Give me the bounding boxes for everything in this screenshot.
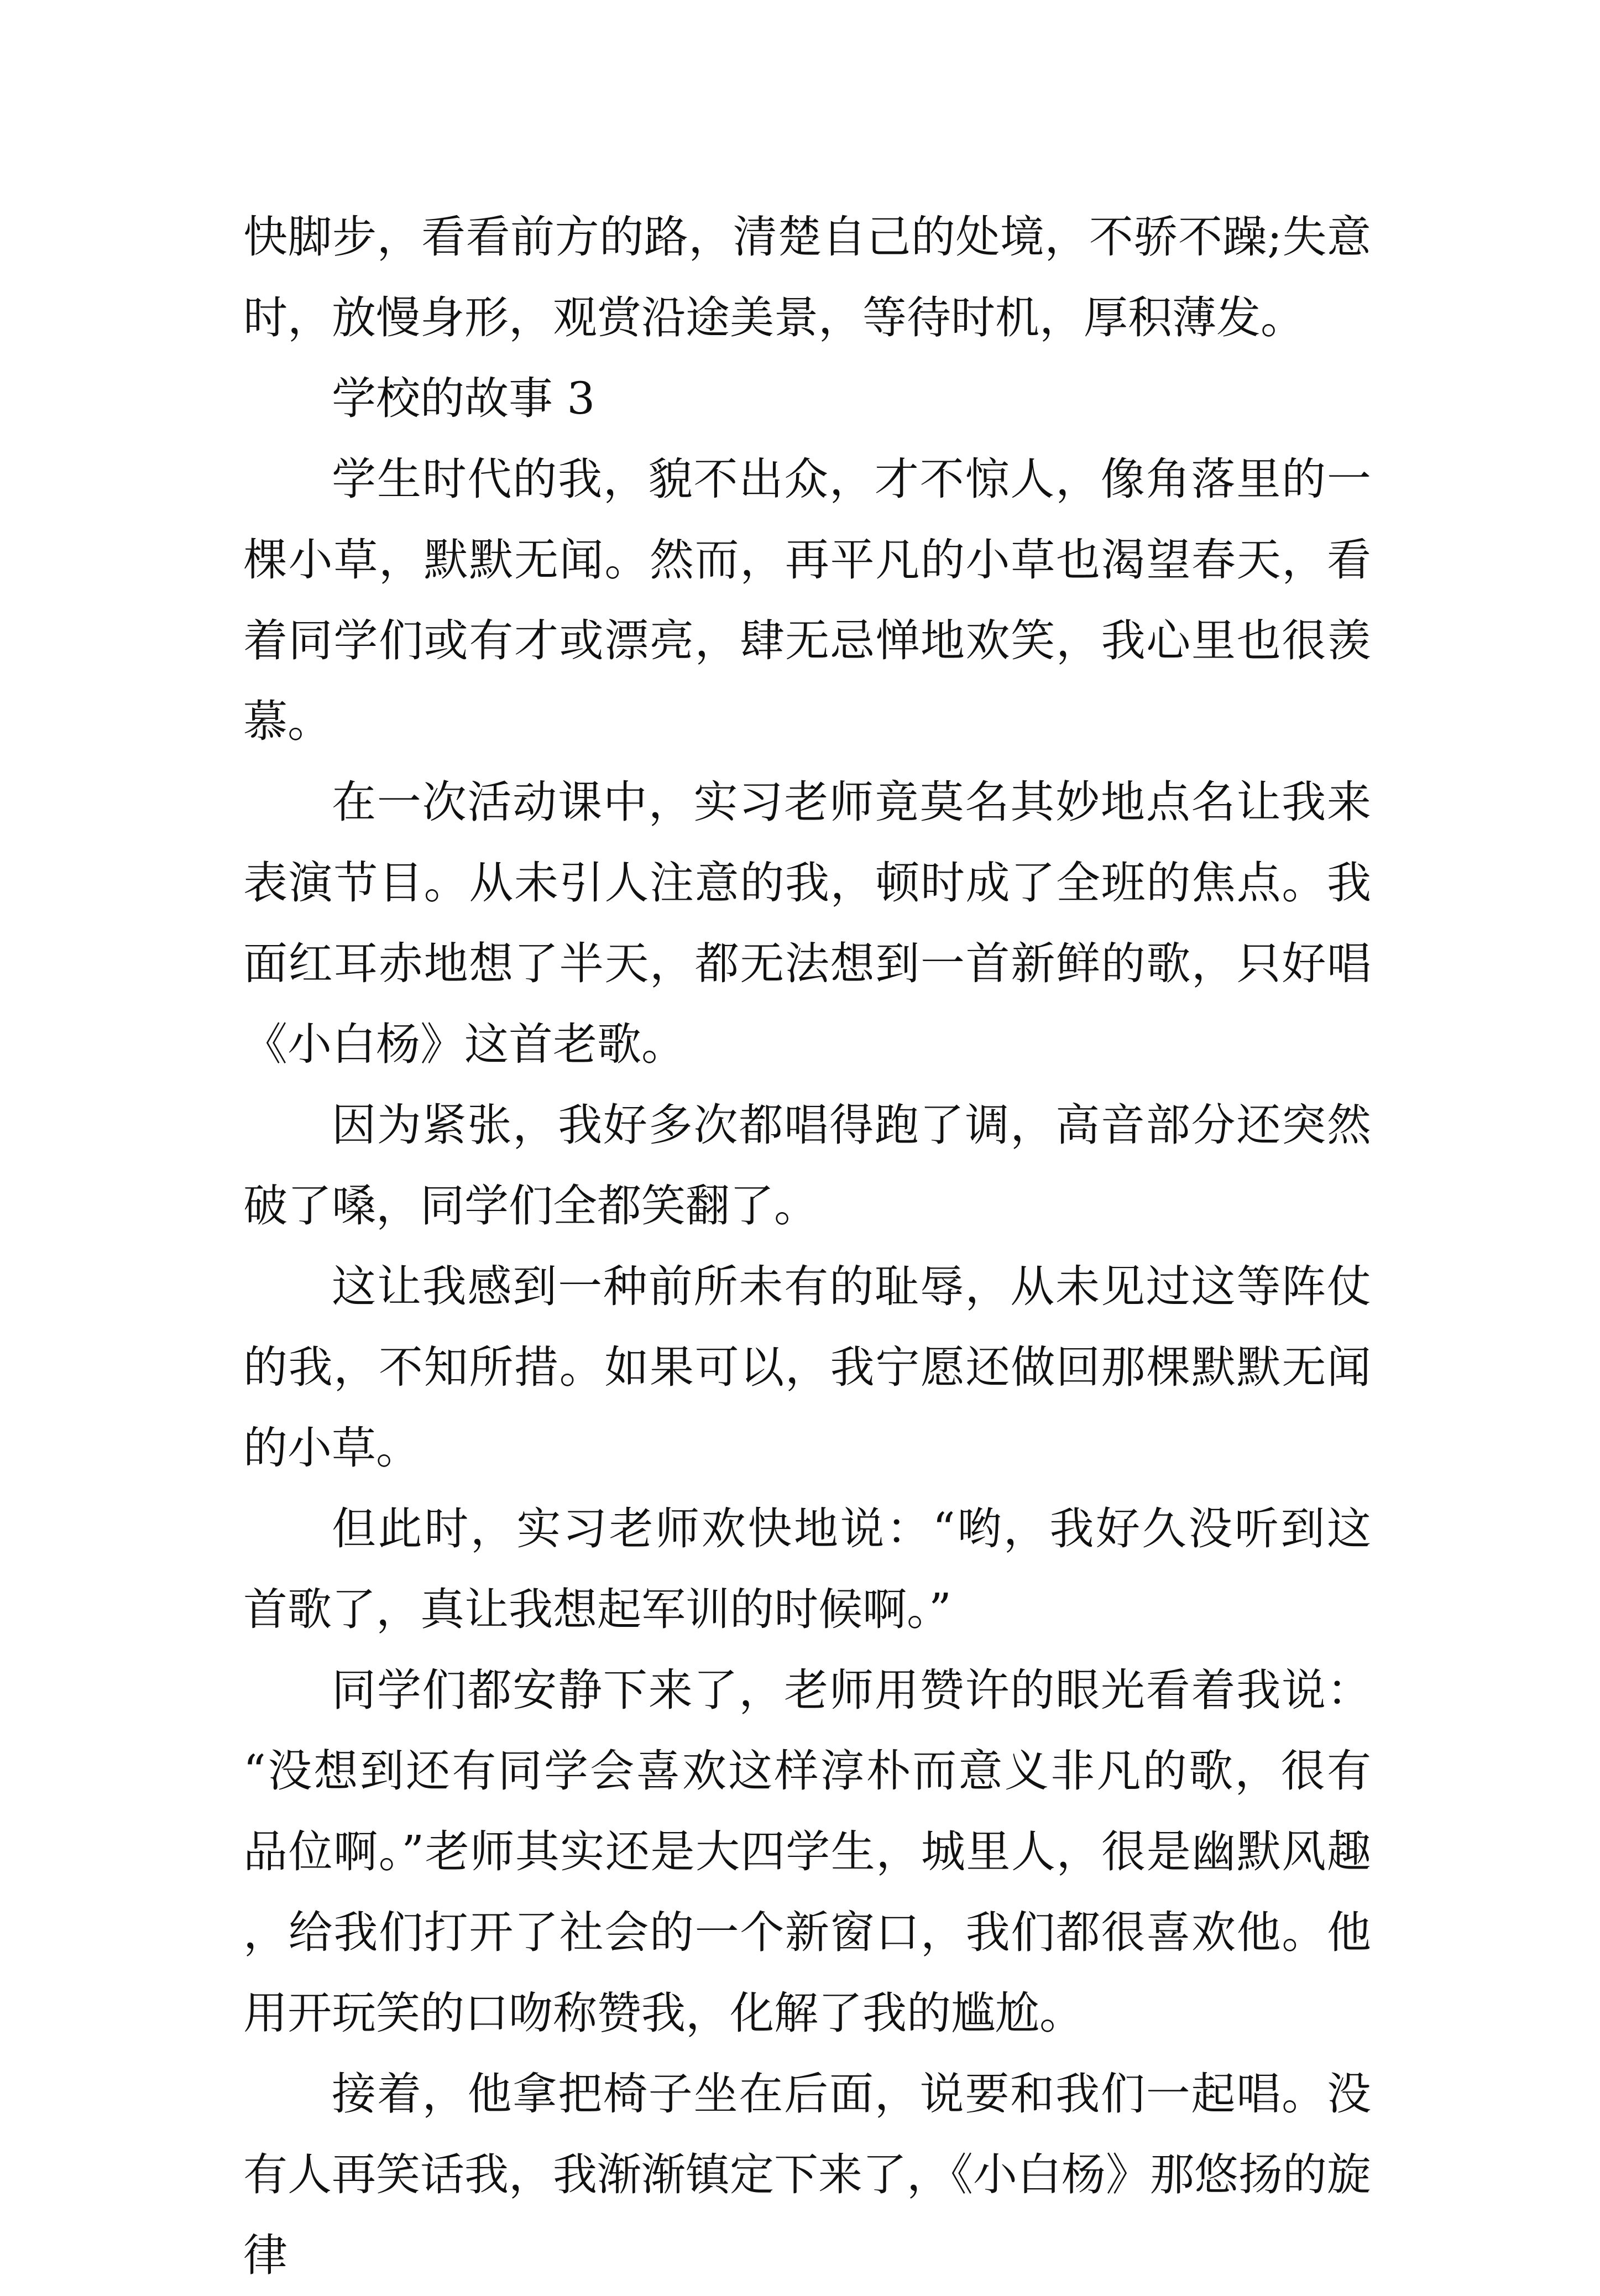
paragraph: 同学们都安静下来了，老师用赞许的眼光看着我说：“没想到还有同学会喜欢这样淳朴而意义非凡的歌，很有品位啊。”老师其实还是大四学生，城里人，很是幽默风趣，给我们打开了社会的一个新窗口，我们都很喜欢他。他用开玩笑的口吻称赞我，化解了我的尴尬。 [243,1664,1371,2039]
document-body [243,197,1371,2296]
paragraph: 在一次活动课中，实习老师竟莫名其妙地点名让我来表演节目。从未引人注意的我，顿时成了全班的焦点。我面红耳赤地想了半天，都无法想到一首新鲜的歌，只好唱《小白杨》这首老歌。 [243,776,1371,1070]
paragraph: 学生时代的我，貌不出众，才不惊人，像角落里的一棵小草，默默无闻。然而，再平凡的小草也渴望春天，看着同学们或有才或漂亮，肆无忌惮地欢笑，我心里也很羡慕。 [243,453,1371,747]
section-heading: 学校的故事 3 [332,373,595,424]
paragraph-continuation: 快脚步，看看前方的路，清楚自己的处境，不骄不躁;失意时，放慢身形，观赏沿途美景，等待时机，厚积薄发。 [243,211,1371,343]
paragraph: 但此时，实习老师欢快地说：“哟，我好久没听到这首歌了，真让我想起军训的时候啊。” [243,1503,1371,1635]
paragraph: 这让我感到一种前所未有的耻辱，从未见过这等阵仗的我，不知所措。如果可以，我宁愿还做回那棵默默无闻的小草。 [243,1261,1371,1474]
paragraph: 因为紧张，我好多次都唱得跑了调，高音部分还突然破了嗓，同学们全都笑翻了。 [243,1099,1371,1232]
paragraph: 接着，他拿把椅子坐在后面，说要和我们一起唱。没有人再笑话我，我渐渐镇定下来了，《小白杨》那悠扬的旋律 [243,2068,1371,2281]
